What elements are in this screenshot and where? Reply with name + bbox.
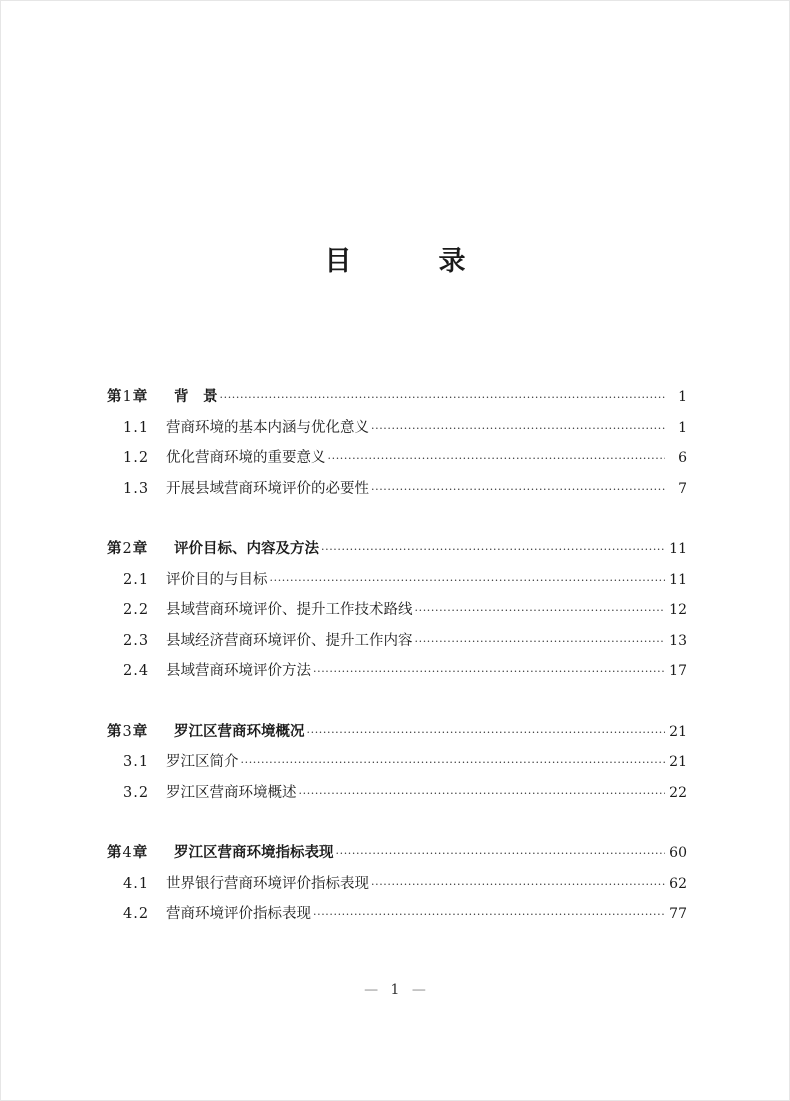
toc-section-entry[interactable] bbox=[107, 869, 687, 900]
dot-leader bbox=[321, 535, 665, 566]
page-number: 17 bbox=[669, 663, 687, 679]
footer-dash-right: — bbox=[411, 982, 426, 998]
page-number: 21 bbox=[669, 723, 687, 740]
dot-leader bbox=[220, 383, 666, 414]
section-number: 3.2 bbox=[123, 784, 150, 801]
section-number: 2.2 bbox=[123, 602, 150, 618]
section-title: 优化营商环境的重要意义 bbox=[166, 450, 326, 466]
toc-section-entry[interactable] bbox=[107, 656, 687, 687]
dot-leader bbox=[371, 475, 665, 506]
dot-leader bbox=[241, 748, 666, 779]
toc-section-entry[interactable] bbox=[107, 474, 687, 505]
dot-leader bbox=[307, 718, 666, 749]
section-title: 世界银行营商环境评价指标表现 bbox=[166, 875, 369, 892]
page-number: 77 bbox=[669, 906, 687, 922]
page-number: 22 bbox=[669, 784, 687, 801]
page-number: 7 bbox=[678, 480, 687, 497]
page-number: 1 bbox=[678, 419, 687, 436]
page-footer bbox=[1, 982, 789, 998]
toc-section-entry[interactable] bbox=[107, 899, 687, 930]
toc-chapter-group bbox=[107, 838, 687, 930]
section-number: 4.1 bbox=[123, 875, 150, 892]
section-title: 营商环境的基本内涵与优化意义 bbox=[166, 419, 369, 436]
page-number: 11 bbox=[669, 541, 687, 557]
page-title: 目 录 bbox=[324, 246, 496, 277]
dot-leader bbox=[336, 839, 666, 870]
toc-section-entry[interactable] bbox=[107, 443, 687, 474]
section-number: 2.4 bbox=[123, 663, 150, 679]
section-title: 县域营商环境评价、提升工作技术路线 bbox=[166, 602, 413, 618]
chapter-title: 罗江区营商环境指标表现 bbox=[174, 844, 334, 861]
page-number: 12 bbox=[669, 602, 687, 618]
section-title: 罗江区营商环境概述 bbox=[166, 784, 297, 801]
toc-section-entry[interactable] bbox=[107, 747, 687, 778]
section-title: 罗江区简介 bbox=[166, 754, 239, 770]
toc-section-entry[interactable] bbox=[107, 413, 687, 444]
dot-leader bbox=[415, 627, 666, 658]
section-number: 1.3 bbox=[123, 480, 150, 497]
dot-leader bbox=[415, 596, 666, 627]
dot-leader bbox=[313, 657, 665, 688]
dot-leader bbox=[371, 414, 665, 445]
section-title: 评价目的与目标 bbox=[166, 571, 268, 588]
section-title: 开展县域营商环境评价的必要性 bbox=[166, 480, 369, 497]
toc-chapter-entry[interactable] bbox=[107, 382, 687, 413]
footer-page-number: 1 bbox=[390, 982, 400, 998]
section-number: 2.3 bbox=[123, 632, 150, 649]
dot-leader bbox=[328, 444, 666, 475]
section-title: 县域经济营商环境评价、提升工作内容 bbox=[166, 632, 413, 649]
chapter-title: 背 景 bbox=[174, 388, 218, 405]
chapter-number: 第3章 bbox=[107, 722, 148, 740]
toc-chapter-entry[interactable] bbox=[107, 717, 687, 748]
chapter-number: 第2章 bbox=[107, 540, 148, 557]
section-title: 营商环境评价指标表现 bbox=[166, 906, 311, 922]
toc-chapter-entry[interactable] bbox=[107, 534, 687, 565]
table-of-contents bbox=[107, 382, 687, 960]
chapter-number: 第4章 bbox=[107, 844, 148, 861]
section-title: 县域营商环境评价方法 bbox=[166, 663, 311, 679]
page-number: 21 bbox=[669, 754, 687, 770]
toc-chapter-group bbox=[107, 382, 687, 504]
chapter-title: 评价目标、内容及方法 bbox=[174, 540, 319, 557]
footer-dash-left: — bbox=[364, 982, 379, 998]
page-number: 62 bbox=[669, 875, 687, 892]
section-number: 3.1 bbox=[123, 754, 150, 770]
dot-leader bbox=[299, 779, 666, 810]
toc-section-entry[interactable] bbox=[107, 595, 687, 626]
page-number: 6 bbox=[678, 450, 687, 466]
section-number: 1.2 bbox=[123, 450, 150, 466]
page-number: 13 bbox=[669, 632, 687, 649]
toc-section-entry[interactable] bbox=[107, 565, 687, 596]
dot-leader bbox=[313, 900, 665, 931]
toc-chapter-group bbox=[107, 534, 687, 687]
page-number: 1 bbox=[678, 389, 687, 405]
section-number: 4.2 bbox=[123, 906, 150, 922]
toc-chapter-group bbox=[107, 717, 687, 809]
chapter-number: 第1章 bbox=[107, 388, 148, 405]
toc-chapter-entry[interactable] bbox=[107, 838, 687, 869]
page-number: 11 bbox=[669, 571, 687, 588]
toc-section-entry[interactable] bbox=[107, 778, 687, 809]
chapter-title: 罗江区营商环境概况 bbox=[174, 722, 305, 740]
page-number: 60 bbox=[669, 845, 687, 861]
toc-section-entry[interactable] bbox=[107, 626, 687, 657]
section-number: 1.1 bbox=[123, 419, 150, 436]
dot-leader bbox=[270, 566, 666, 597]
dot-leader bbox=[371, 870, 665, 901]
section-number: 2.1 bbox=[123, 571, 150, 588]
